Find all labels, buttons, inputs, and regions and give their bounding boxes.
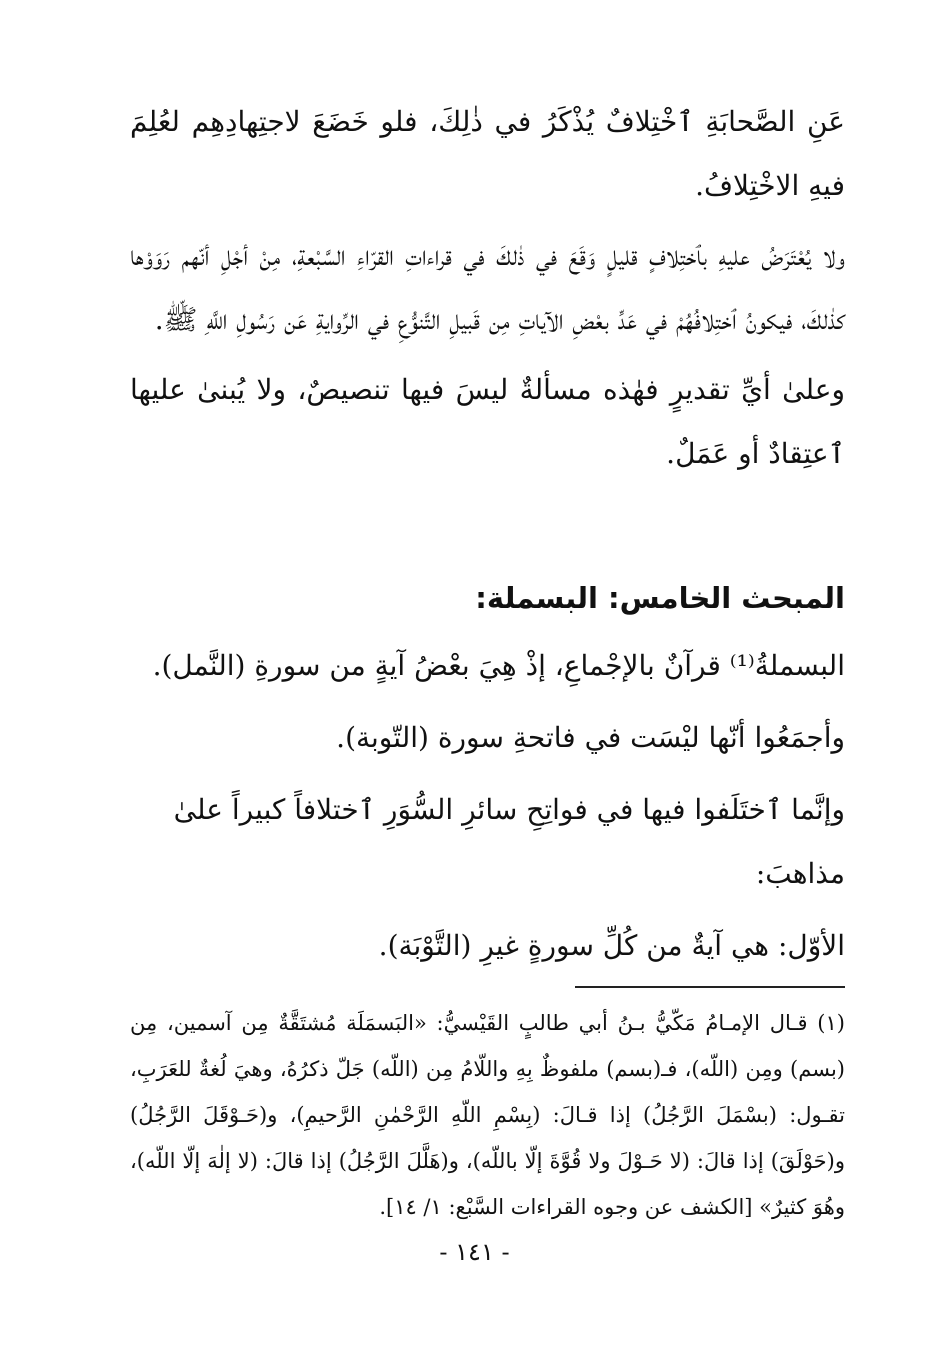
main-text-block (130, 90, 845, 986)
footnote-1: (١) قـال الإمـامُ مَكّيُّ بـنُ أبي طالبٍ القَيْسيُّ: «البَسمَلَة مُشتَقَّةٌ مِن آسمين، مِن (بسم) ومِن (اللّه)، فـ(بسم) ملفوظٌ بِهِ واللّامُ مِن (اللّه) جَلّ ذكرُهُ، وهيَ لُغةٌ للعَرَبِ، تقـول: (بسْمَلَ الرَّجُلُ) إذا قـالَ: (بِسْمِ اللّهِ الرَّحْمٰنِ الرَّحيمِ)، و(حَـوْقَلَ الرَّجُلُ) و(حَوْلَقَ) إذا قالَ: (لا حَـوْلَ ولا قُوَّةَ إلّا باللّه)، و(هَلَّلَ الرَّجُلُ) إذا قالَ: (لا إلٰهَ إلّا اللّه)، وهُوَ كثيرٌ» [الكشف عن وجوه القراءات السَّبْع: ١/ ١٤]. (130, 1011, 845, 1219)
section-line: وأجمَعُوا أنّها ليْسَت في فاتحةِ سورة (التّوبة). (336, 721, 845, 754)
section-line: وإنَّما ٱختَلَفوا فيها في فواتِحِ سائرِ السُّوَرِ ٱختلافاً كبيراً علىٰ مذاهبَ: (173, 793, 845, 890)
body-paragraph: وعلىٰ أيِّ تقديرٍ فهٰذه مسألةٌ ليسَ فيها تنصيصٌ، ولا يُبنىٰ عليها ٱعتِقادٌ أو عَمَلٌ. (130, 373, 845, 470)
section-line: الأوّل: هي آيةٌ من كُلِّ سورةٍ غيرِ (التَّوْبَة). (378, 929, 845, 962)
page-number: - ١٤١ - (439, 1238, 510, 1266)
body-paragraph: ولا يُعْتَرَضُ عليهِ بٱختِلافٍ قليلٍ وَقَعَ في ذٰلكَ في قراءاتِ القرّاءِ السَّبْعةِ، مِنْ أجْلِ أنّهم رَوَوْها كذٰلكَ، فيكونُ ٱختِلافُهُمْ في عَدِّ بعْضِ الآياتِ مِن قَبيلِ التَّنوُّعِ في الرِّوايةِ عَن رَسُولِ اللَّهِ ﷺ. (130, 239, 845, 336)
body-paragraph: عَنِ الصَّحابَةِ ٱخْتِلافٌ يُذْكَرُ في ذٰلِكَ، فلو خَضَعَ لاجتِهادِهِم لعُلِمَ فيهِ الاخْتِلافُ. (130, 105, 845, 202)
section-heading: المبحث الخامس: البسملة: (475, 581, 845, 615)
footnote-divider (575, 986, 845, 988)
footnotes-block (130, 1000, 845, 1230)
section-line: البسملةُ⁽¹⁾ قرآنٌ بالإجْماعِ، إذْ هِيَ بعْضُ آيةٍ من سورةِ (النَّمل). (152, 649, 845, 682)
